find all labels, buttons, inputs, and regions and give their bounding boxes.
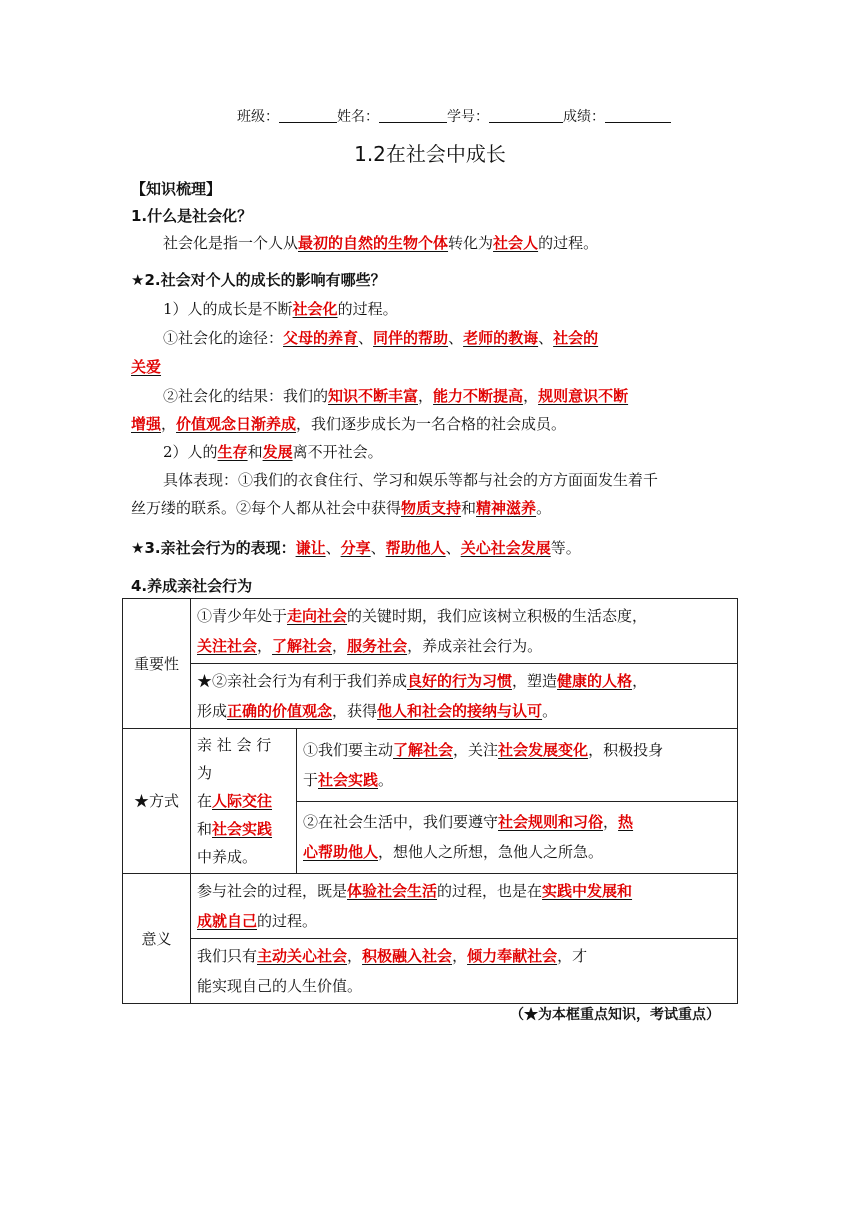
- separator: 、: [358, 329, 374, 347]
- separator: 、: [325, 539, 341, 557]
- answer: 积极融入社会: [362, 947, 453, 965]
- text: 的过程，也是在: [437, 882, 543, 900]
- q2-l4-text-a: 2）人的: [163, 443, 218, 461]
- text: ，积极投身: [588, 740, 664, 759]
- score-blank[interactable]: [605, 121, 671, 123]
- comma: ，: [257, 637, 273, 655]
- q1-heading: 1.什么是社会化？: [131, 207, 253, 225]
- text: 亲 社 会 行 为: [197, 736, 272, 782]
- table-row: [123, 729, 738, 802]
- q2-l1-text-b: 的过程。: [337, 300, 398, 318]
- text: ①我们要主动: [303, 740, 394, 759]
- q2-l2-answer-3: 老师的教诲: [463, 329, 539, 347]
- q1-answer-1: 最初的自然的生物个体: [298, 234, 449, 252]
- q2-l3-answer-3a: 规则意识不断: [538, 387, 629, 405]
- q2-l4-answer-2: 发展: [262, 443, 293, 461]
- q2-line-3: [163, 383, 628, 409]
- score-label: 成绩：: [563, 109, 605, 125]
- separator: 、: [538, 329, 554, 347]
- text: 。: [542, 702, 558, 720]
- q2-l4-text-c: 离不开社会。: [292, 443, 383, 461]
- q3-heading: ★3.亲社会行为的表现：: [131, 539, 296, 557]
- separator: 、: [448, 329, 464, 347]
- text: 。: [378, 770, 394, 789]
- q2-l6-text-a: 丝万缕的联系。②每个人都从社会中获得: [131, 499, 402, 517]
- text: 于: [303, 770, 319, 789]
- q3-line: [131, 535, 581, 561]
- q2-l6-answer-1: 物质支持: [401, 499, 462, 517]
- text: ★②亲社会行为有利于我们养成: [197, 672, 408, 690]
- q2-l2-answer-4a: 社会的: [553, 329, 599, 347]
- method-intro-cell: [191, 729, 297, 874]
- text: 形成: [197, 702, 228, 720]
- q2-l2-answer-1: 父母的养育: [283, 329, 359, 347]
- q2-l6-text-c: 。: [536, 499, 552, 517]
- text: ，养成亲社会行为。: [407, 637, 543, 655]
- text: ，想他人之所想，急他人之所急。: [378, 843, 604, 862]
- text: 我们只有: [197, 947, 258, 965]
- text: ①青少年处于: [197, 607, 288, 625]
- importance-cell-2: [191, 664, 738, 729]
- answer: 热: [618, 813, 634, 832]
- answer: 体验社会生活: [347, 882, 438, 900]
- q1-text-c: 的过程。: [538, 234, 599, 252]
- table-row: [123, 664, 738, 729]
- q2-l3-answer-3b: 增强: [131, 415, 162, 433]
- text: 在: [197, 792, 213, 810]
- text: 中养成。: [197, 848, 258, 866]
- table-row: [123, 874, 738, 939]
- text: 的关键时期，我们应该树立积极的生活态度，: [347, 607, 648, 625]
- comma: ，: [161, 415, 177, 433]
- student-info-line: [237, 106, 671, 126]
- q2-l2-answer-4b: 关爱: [131, 358, 162, 376]
- q2-line-5: 具体表现：①我们的衣食住行、学习和娱乐等都与社会的方方面面发生着千: [163, 471, 659, 489]
- q2-l3-answer-1: 知识不断丰富: [328, 387, 419, 405]
- answer: 服务社会: [347, 637, 408, 655]
- method-label: ★方式: [123, 729, 191, 874]
- q2-heading: ★2.社会对个人的成长的影响有哪些？: [131, 271, 386, 289]
- q2-l1-answer: 社会化: [292, 300, 338, 318]
- comma: ，: [418, 387, 434, 405]
- q1-paragraph: [163, 230, 598, 256]
- method-cell-1: [297, 729, 738, 802]
- comma: ，: [603, 813, 619, 832]
- q2-l1-text-a: 1）人的成长是不断: [163, 300, 293, 318]
- q2-l2-text: ①社会化的途径：: [163, 329, 284, 347]
- answer: 社会规则和习俗: [498, 813, 604, 832]
- answer: 社会实践: [212, 820, 273, 838]
- text: ，才: [557, 947, 588, 965]
- page-title: 1.2在社会中成长: [354, 142, 506, 166]
- table-row: [123, 599, 738, 664]
- q1-text-a: 社会化是指一个人从: [163, 234, 299, 252]
- answer: 主动关心社会: [257, 947, 348, 965]
- q2-l6-answer-2: 精神滋养: [476, 499, 537, 517]
- q2-line-3-cont: [131, 411, 566, 437]
- comma: ，: [523, 387, 539, 405]
- q2-l3-answer-2: 能力不断提高: [433, 387, 524, 405]
- text: 的过程。: [257, 912, 318, 930]
- name-label: 姓名：: [337, 109, 379, 125]
- text: 和: [197, 820, 213, 838]
- text: ，: [632, 672, 648, 690]
- comma: ，: [332, 637, 348, 655]
- answer: 走向社会: [287, 607, 348, 625]
- id-label: 学号：: [447, 109, 489, 125]
- text: ，关注: [453, 740, 499, 759]
- answer: 心帮助他人: [303, 843, 379, 862]
- q2-l6-text-b: 和: [461, 499, 477, 517]
- importance-label: 重要性: [123, 599, 191, 729]
- q2-line-2: [163, 325, 598, 351]
- class-label: 班级：: [237, 109, 279, 125]
- q4-heading: 4.养成亲社会行为: [131, 577, 253, 595]
- footnote: （★为本框重点知识，考试重点）: [510, 1007, 720, 1023]
- q3-answer-1: 谦让: [295, 539, 326, 557]
- q1-text-b: 转化为: [448, 234, 494, 252]
- meaning-label: 意义: [123, 874, 191, 1004]
- text: 参与社会的过程，既是: [197, 882, 348, 900]
- text: ，获得: [332, 702, 378, 720]
- q2-l2-answer-2: 同伴的帮助: [373, 329, 449, 347]
- answer: 倾力奉献社会: [467, 947, 558, 965]
- answer: 了解社会: [272, 637, 333, 655]
- importance-cell-1: [191, 599, 738, 664]
- answer: 健康的人格: [557, 672, 633, 690]
- q2-l4-answer-1: 生存: [217, 443, 248, 461]
- comma: ，: [347, 947, 363, 965]
- meaning-cell-2: [191, 939, 738, 1004]
- prosocial-table: [122, 598, 738, 1004]
- separator: 、: [370, 539, 386, 557]
- text: 能实现自己的人生价值。: [197, 977, 363, 995]
- q2-line-2-cont: [131, 354, 161, 380]
- q2-line-4: [163, 439, 383, 465]
- id-blank[interactable]: [489, 121, 563, 123]
- answer: 良好的行为习惯: [407, 672, 513, 690]
- class-blank[interactable]: [279, 121, 337, 123]
- answer: 正确的价值观念: [227, 702, 333, 720]
- q2-l3-text-a: ②社会化的结果：我们的: [163, 387, 329, 405]
- q2-line-1: [163, 296, 398, 322]
- q2-l3-text-b: ，我们逐步成长为一名合格的社会成员。: [296, 415, 567, 433]
- answer: 关注社会: [197, 637, 258, 655]
- q1-answer-2: 社会人: [493, 234, 539, 252]
- q3-answer-2: 分享: [340, 539, 371, 557]
- text: ②在社会生活中，我们要遵守: [303, 813, 499, 832]
- text: ，塑造: [512, 672, 558, 690]
- answer: 实践中发展和: [542, 882, 633, 900]
- meaning-cell-1: [191, 874, 738, 939]
- answer: 了解社会: [393, 740, 454, 759]
- method-cell-2: [297, 801, 738, 874]
- answer: 社会实践: [318, 770, 379, 789]
- q3-answer-3: 帮助他人: [385, 539, 446, 557]
- q2-l4-text-b: 和: [247, 443, 263, 461]
- answer: 成就自己: [197, 912, 258, 930]
- q3-answer-4: 关心社会发展: [460, 539, 551, 557]
- q2-l3-answer-4: 价值观念日渐养成: [176, 415, 297, 433]
- table-row: [123, 939, 738, 1004]
- answer: 社会发展变化: [498, 740, 589, 759]
- name-blank[interactable]: [379, 121, 447, 123]
- comma: ，: [452, 947, 468, 965]
- answer: 他人和社会的接纳与认可: [377, 702, 543, 720]
- q2-line-6: [131, 495, 551, 521]
- section-label: 【知识梳理】: [131, 180, 222, 198]
- answer: 人际交往: [212, 792, 273, 810]
- separator: 、: [445, 539, 461, 557]
- q3-end: 等。: [550, 539, 581, 557]
